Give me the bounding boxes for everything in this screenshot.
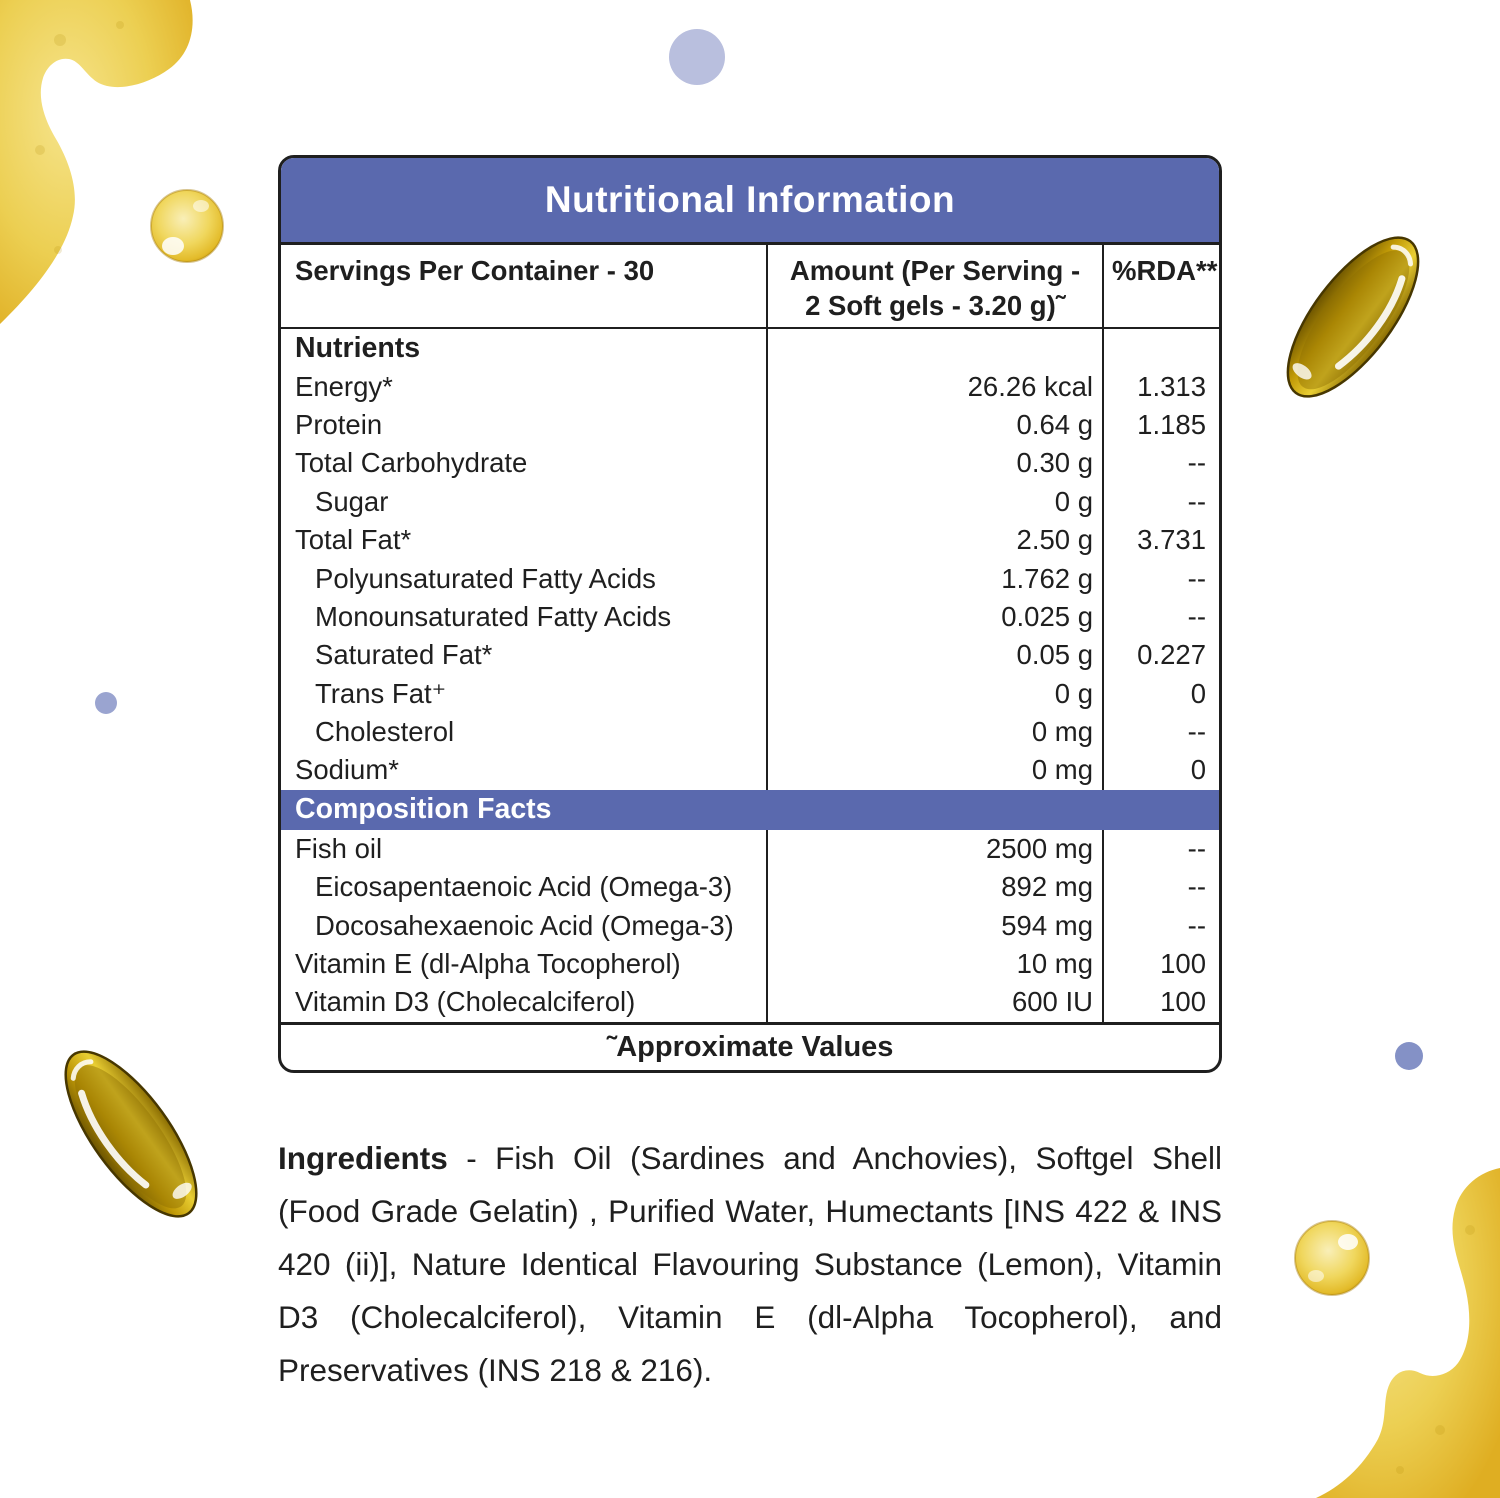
table-row: [281, 868, 1219, 906]
fish-oil-capsule-bottom-left: [43, 1032, 220, 1235]
table-row: [281, 713, 1219, 751]
nutrient-name: Protein: [295, 408, 383, 440]
ingredients-dash: -: [447, 1139, 496, 1176]
nutrient-rda: --: [1102, 598, 1219, 636]
nutrient-rda: 100: [1102, 983, 1219, 1021]
amount-header-line2: 2 Soft gels - 3.20 g)˜: [805, 290, 1065, 321]
nutrient-name: Vitamin D3 (Cholecalciferol): [295, 986, 636, 1018]
table-row: [281, 945, 1219, 983]
table-row: [281, 444, 1219, 482]
nutrient-amount: 892 mg: [766, 868, 1102, 906]
nutrient-amount: 0 g: [766, 483, 1102, 521]
table-row: [281, 598, 1219, 636]
nutrient-name: Fish oil: [295, 832, 383, 864]
table-row: [281, 483, 1219, 521]
nutrient-name: Energy*: [295, 370, 393, 402]
nutrient-rda: --: [1102, 830, 1219, 868]
ingredients-paragraph: [278, 1132, 1222, 1397]
nutrient-rda: 1.313: [1102, 367, 1219, 405]
nutrient-rda: --: [1102, 444, 1219, 482]
table-row: [281, 636, 1219, 674]
nutrient-amount: 0.30 g: [766, 444, 1102, 482]
nutrient-amount: 600 IU: [766, 983, 1102, 1021]
rda-header: %RDA**: [1102, 245, 1221, 327]
nutrition-table: [278, 155, 1222, 1073]
table-row: [281, 983, 1219, 1021]
nutrient-amount: 1.762 g: [766, 559, 1102, 597]
lavender-dot-top: [669, 29, 725, 85]
table-header-row: [281, 245, 1219, 329]
nutrient-amount: 0.025 g: [766, 598, 1102, 636]
nutrient-amount: 0.05 g: [766, 636, 1102, 674]
approximate-values-footer: [281, 1022, 1219, 1070]
nutrient-amount: [766, 329, 1102, 367]
nutrient-name: Sodium*: [295, 754, 399, 786]
servings-header: Servings Per Container - 30: [295, 255, 655, 286]
oil-splash-bottom-right: [1316, 1168, 1500, 1498]
amount-header-line1: Amount (Per Serving -: [789, 255, 1081, 286]
nutrient-rda: 0.227: [1102, 636, 1219, 674]
nutrient-name: Total Carbohydrate: [295, 447, 528, 479]
nutrients-section: [281, 329, 1219, 790]
nutrient-name: Saturated Fat*: [315, 639, 493, 671]
nutrient-rda: [1102, 329, 1219, 367]
table-row: [281, 521, 1219, 559]
approximate-values-text: ˜Approximate Values: [606, 1030, 894, 1063]
composition-section: [281, 830, 1219, 1022]
composition-facts-bar: [281, 790, 1219, 830]
table-row: [281, 906, 1219, 944]
nutrient-rda: --: [1102, 906, 1219, 944]
table-row: [281, 675, 1219, 713]
nutrient-rda: 3.731: [1102, 521, 1219, 559]
nutrient-name: Trans Fat⁺: [315, 677, 447, 709]
nutrient-name: Cholesterol: [315, 716, 455, 748]
nutrient-rda: 100: [1102, 945, 1219, 983]
table-row: [281, 406, 1219, 444]
table-title: [281, 158, 1219, 245]
composition-facts-label: Composition Facts: [295, 793, 552, 826]
table-row: [281, 830, 1219, 868]
lavender-dot-left: [95, 692, 117, 714]
nutrient-amount: 0 mg: [766, 713, 1102, 751]
nutrient-amount: 0 mg: [766, 751, 1102, 789]
nutrient-amount: 0.64 g: [766, 406, 1102, 444]
nutrient-name: Total Fat*: [295, 524, 412, 556]
ingredients-text: Fish Oil (Sardines and Anchovies), Softgel Shell (Food Grade Gelatin) , Purified Water, Humectants [INS 422 & INS 420 (ii)], Nature Identical Flavouring Substance (Lemon), Vitamin D3 (Cholecalciferol), Vitamin E (dl-Alpha Tocopherol), and Preservatives (INS 218 & 216).: [278, 1139, 1222, 1388]
oil-splash-top-left: [0, 0, 193, 324]
table-row: [281, 329, 1219, 367]
table-row: [281, 559, 1219, 597]
nutrient-name: Vitamin E (dl-Alpha Tocopherol): [295, 948, 681, 980]
nutrient-rda: 0: [1102, 675, 1219, 713]
nutrient-name: Polyunsaturated Fatty Acids: [315, 562, 656, 594]
table-row: [281, 751, 1219, 789]
nutrient-name: Nutrients: [295, 331, 421, 364]
oil-droplet-top-left: [151, 190, 223, 262]
nutrient-name: Monounsaturated Fatty Acids: [315, 600, 672, 632]
nutrient-name: Sugar: [315, 485, 389, 517]
oil-droplet-bottom-right: [1295, 1221, 1369, 1295]
table-title-text: Nutritional Information: [544, 179, 956, 220]
nutrient-rda: 1.185: [1102, 406, 1219, 444]
nutrient-name: Eicosapentaenoic Acid (Omega-3): [315, 871, 733, 903]
nutrient-amount: 594 mg: [766, 906, 1102, 944]
nutrient-amount: 2.50 g: [766, 521, 1102, 559]
ingredients-label: Ingredients: [278, 1139, 448, 1176]
nutrient-rda: 0: [1102, 751, 1219, 789]
lavender-dot-right: [1395, 1042, 1423, 1070]
nutrient-amount: 26.26 kcal: [766, 367, 1102, 405]
nutrient-rda: --: [1102, 483, 1219, 521]
nutrient-rda: --: [1102, 713, 1219, 751]
nutrient-rda: --: [1102, 559, 1219, 597]
nutrient-name: Docosahexaenoic Acid (Omega-3): [315, 909, 734, 941]
nutrient-amount: 2500 mg: [766, 830, 1102, 868]
fish-oil-capsule-right: [1265, 218, 1442, 417]
nutrient-amount: 10 mg: [766, 945, 1102, 983]
nutrient-amount: 0 g: [766, 675, 1102, 713]
nutrient-rda: --: [1102, 868, 1219, 906]
table-row: [281, 367, 1219, 405]
amount-header: [766, 245, 1102, 327]
